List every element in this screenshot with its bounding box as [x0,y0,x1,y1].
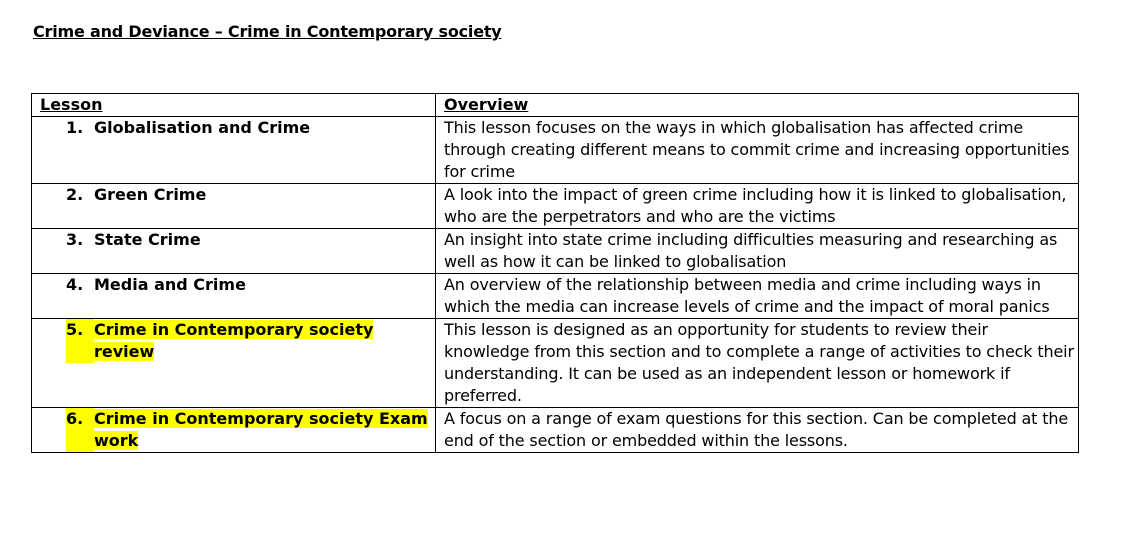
lessons-table [31,93,1079,453]
overview-cell: This lesson is designed as an opportunity for students to review their knowledge from this section and to complete a range of activities to check their understanding. It can be used as an independent lesson or homework if preferred. [436,319,1079,408]
table-row [32,319,1079,408]
lesson-cell [32,319,436,408]
lesson-number: 2. [66,185,84,204]
overview-cell: An overview of the relationship between media and crime including ways in which the media can increase levels of crime and the impact of moral panics [436,274,1079,319]
lesson-cell [32,274,436,319]
table-row [32,184,1079,229]
table-row [32,117,1079,184]
lesson-number: 6. [66,408,94,452]
lesson-title: State Crime [94,230,201,249]
lesson-number: 3. [66,230,84,249]
document-title: Crime and Deviance – Crime in Contemporary society [33,22,502,41]
lesson-cell [32,117,436,184]
overview-cell: A focus on a range of exam questions for this section. Can be completed at the end of the section or embedded within the lessons. [436,408,1079,453]
lesson-title: Crime in Contemporary society Exam work [94,409,428,450]
lesson-title: Globalisation and Crime [94,118,311,137]
lesson-cell [32,408,436,453]
overview-cell: An insight into state crime including difficulties measuring and researching as well as how it can be linked to globalisation [436,229,1079,274]
table-header-row [32,94,1079,117]
overview-cell: This lesson focuses on the ways in which globalisation has affected crime through creating different means to commit crime and increasing opportunities for crime [436,117,1079,184]
table-row [32,274,1079,319]
lesson-cell [32,229,436,274]
overview-cell: A look into the impact of green crime including how it is linked to globalisation, who are the perpetrators and who are the victims [436,184,1079,229]
lesson-column-header: Lesson [32,94,436,117]
table-row [32,229,1079,274]
lesson-cell [32,184,436,229]
overview-column-header: Overview [436,94,1079,117]
lesson-title: Crime in Contemporary society review [94,320,374,361]
lesson-number: 4. [66,275,84,294]
lesson-number: 1. [66,118,84,137]
lesson-title: Green Crime [94,185,207,204]
lesson-title: Media and Crime [94,275,246,294]
table-row [32,408,1079,453]
lesson-number: 5. [66,319,94,363]
